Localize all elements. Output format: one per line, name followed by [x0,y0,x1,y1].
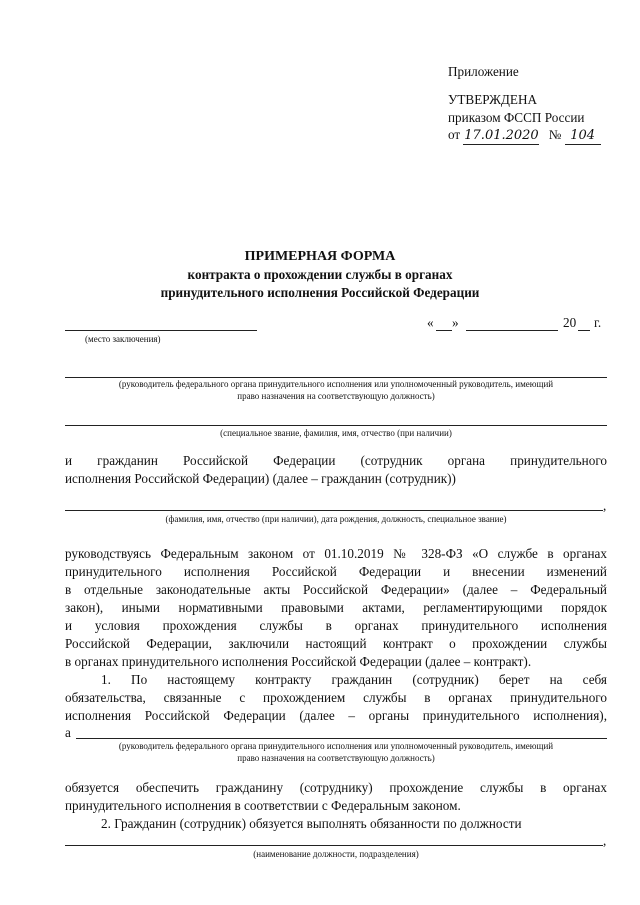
p2-line-1: 1. По настоящему контракту гражданин (сотрудник) берет на себя [101,672,607,687]
position-line [65,845,603,846]
rank-line [65,425,607,426]
place-caption: (место заключения) [85,334,161,344]
fio-line [65,510,603,511]
date-day-line [436,330,452,331]
fio-comma: , [603,498,607,513]
p3-line-1: обязуется обеспечить гражданину (сотруднику) прохождение службы в органах [65,780,607,795]
p1-line-3: в отдельные законодательные акты Российской Федерации» (далее – Федеральный [65,582,607,597]
rank-caption: (специальное звание, фамилия, имя, отчество (при наличии) [220,428,452,438]
appendix-label: Приложение [448,64,519,79]
p3-line-2: принудительного исполнения в соответствии с Федеральным законом. [65,798,461,813]
number-prefix: № [548,127,562,142]
p2-line-2: обязательства, связанные с прохождением службы в органах принудительного [65,690,607,705]
head-caption-2b: право назначения на соответствующую должность) [237,753,435,763]
order-date-line [448,126,601,145]
date-year-line [578,330,590,331]
head-caption-1a: (руководитель федерального органа принудительного исполнения или уполномоченный руководитель, имеющий [118,379,554,389]
date-day-close: » [452,315,459,330]
from-prefix: от [448,127,461,142]
p4-line-1: 2. Гражданин (сотрудник) обязуется выполнять обязанности по должности [101,816,522,831]
citizen-line-2: исполнения Российской Федерации) (далее – гражданин (сотрудник)) [65,471,456,486]
p1-line-4: закон), иными нормативными правовыми актами, регламентирующими порядок [65,600,607,615]
head-caption-2a: (руководитель федерального органа принудительного исполнения или уполномоченный руководитель, имеющий [118,741,554,751]
title-line-1: ПРИМЕРНАЯ ФОРМА [244,249,396,264]
head-caption-1b: право назначения на соответствующую должность) [237,391,435,401]
title-line-2: контракта о прохождении службы в органах [187,267,453,282]
p1-line-2: принудительного исполнения Российской Федерации и внесении изменений [65,564,607,579]
order-number-handwritten: 104 [565,127,601,145]
position-caption: (наименование должности, подразделения) [253,849,419,859]
position-comma: , [603,833,607,848]
p1-line-7: в органах принудительного исполнения Российской Федерации (далее – контракт). [65,654,532,669]
head-line-1 [65,377,607,378]
approved-label: УТВЕРЖДЕНА [448,92,538,107]
date-year-suffix: г. [594,315,602,330]
title-line-3: принудительного исполнения Российской Федерации [160,285,480,300]
fio-caption: (фамилия, имя, отчество (при наличии), дата рождения, должность, специальное звание) [165,514,507,524]
citizen-line-1: и гражданин Российской Федерации (сотрудник органа принудительного [65,453,607,468]
date-day-open: « [427,315,434,330]
p1-line-5: и условия прохождения службы в органах принудительного исполнения [65,618,607,633]
order-label: приказом ФССП России [448,110,585,125]
p2-a: а [65,725,71,740]
head-line-2 [76,738,607,739]
date-year-prefix: 20 [563,315,577,330]
place-line [65,330,257,331]
p1-line-1: руководствуясь Федеральным законом от 01.10.2019 № 328-ФЗ «О службе в органах [65,546,607,561]
date-month-line [466,330,558,331]
order-date-handwritten: 17.01.2020 [464,128,539,143]
p2-line-3: исполнения Российской Федерации (далее – органы принудительного исполнения), [65,708,607,723]
p1-line-6: Российской Федерации, заключили настоящий контракт о прохождении службы [65,636,607,651]
